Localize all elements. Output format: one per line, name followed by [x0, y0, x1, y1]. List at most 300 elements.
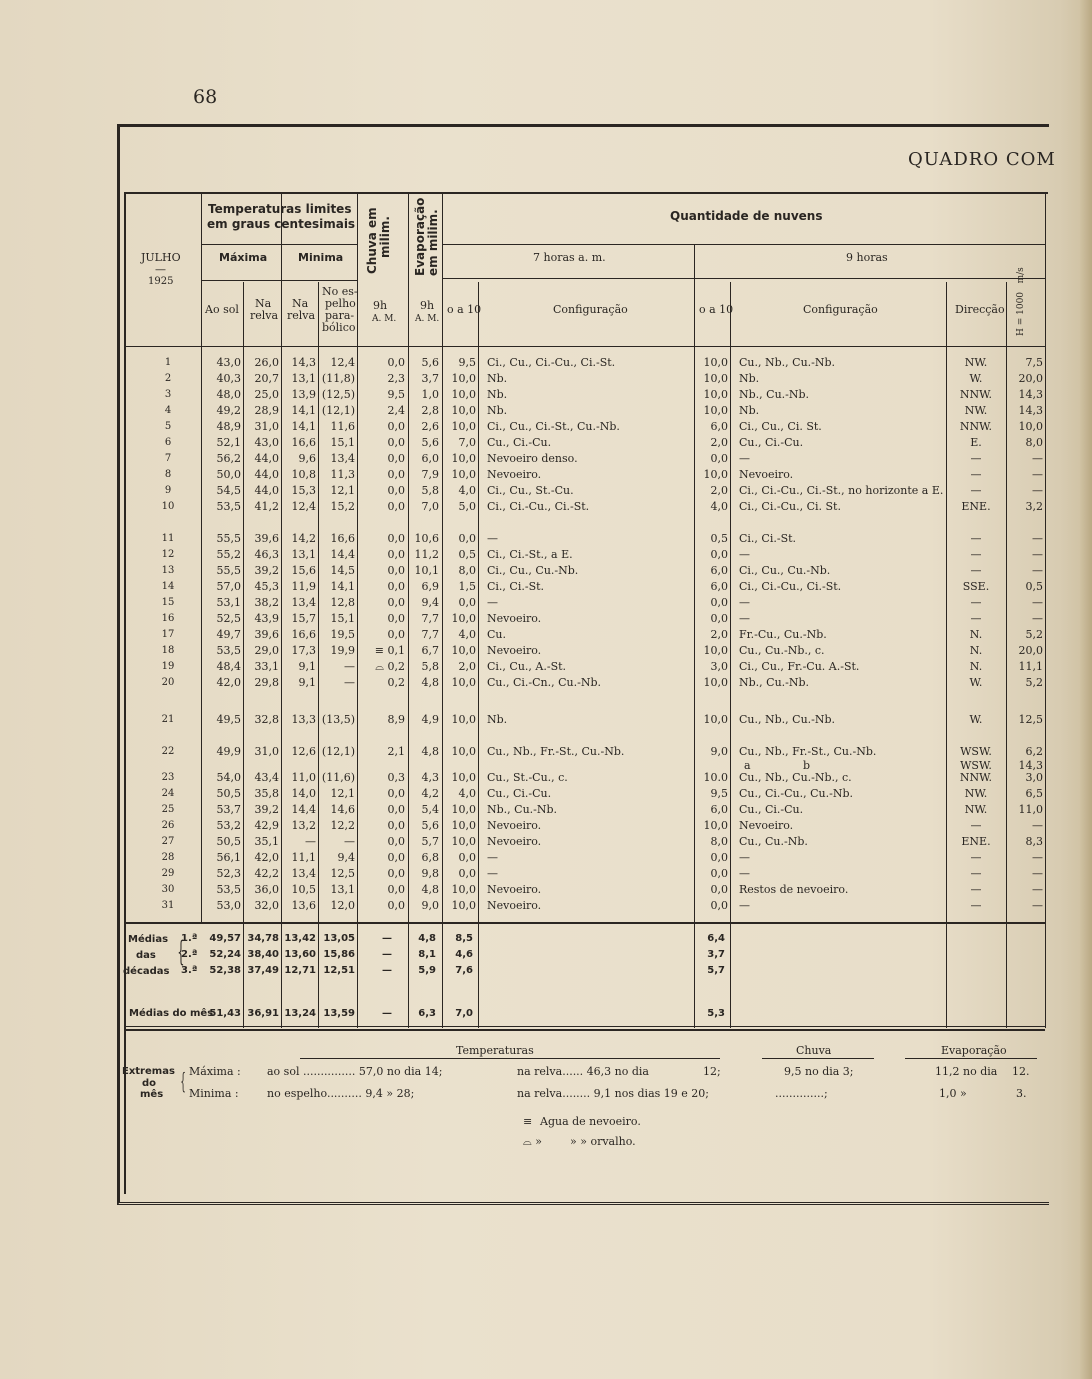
row-vel: 14,3 — [1018, 404, 1043, 417]
header-chuva-am: A. M. — [372, 314, 397, 324]
row-n7: 0,0 — [458, 851, 476, 864]
row-vel: — — [1032, 548, 1043, 561]
row-n7: 2,0 — [458, 660, 476, 673]
row-n7: 10,0 — [451, 713, 476, 726]
row-evap: 2,6 — [421, 420, 439, 433]
row-direction: ENE. — [961, 835, 991, 848]
row-n7: 10,0 — [451, 899, 476, 912]
row-n7: 0,0 — [458, 867, 476, 880]
extremas-min-evap-day: 3. — [1016, 1087, 1027, 1100]
row-esp: 14,1 — [330, 580, 355, 593]
row-direction: — — [970, 484, 982, 497]
row-day: 15 — [161, 597, 175, 608]
legend-nevoeiro-symbol: ≡ — [523, 1115, 533, 1128]
row-esp: 12,1 — [330, 484, 355, 497]
row-esp: — — [344, 676, 355, 689]
row-direction: NW. — [964, 787, 988, 800]
row-day: 6 — [164, 437, 172, 448]
row-vel: — — [1032, 596, 1043, 609]
row-direction: W. — [969, 676, 983, 689]
averages-rule — [124, 922, 1045, 924]
row-sol: 53,5 — [216, 500, 241, 513]
row-mrelva: 15,7 — [291, 612, 316, 625]
row-day: 3 — [164, 389, 172, 400]
row-config-7h: Nb. — [487, 713, 508, 726]
row-relva: 32,0 — [254, 899, 279, 912]
header-evap-am: A. M. — [415, 314, 440, 324]
row-direction: N. — [969, 644, 983, 657]
row-mrelva: 11,0 — [291, 771, 316, 784]
row-mrelva: 13,2 — [291, 819, 316, 832]
extremas-temp-title: Temperaturas — [456, 1044, 534, 1057]
row-mrelva: 11,9 — [291, 580, 316, 593]
row-chuva: 0,0 — [387, 899, 405, 912]
extremas-label-2: do — [142, 1078, 157, 1089]
decada-esp: 15,86 — [323, 949, 355, 960]
row-n9: 2,0 — [710, 436, 728, 449]
row-sol: 55,5 — [216, 532, 241, 545]
row-relva: 33,1 — [254, 660, 279, 673]
row-esp: (12,5) — [321, 388, 355, 401]
extremas-min-chuva: ..............; — [775, 1087, 828, 1100]
row-direction: E. — [970, 436, 982, 449]
row-n9: 6,0 — [710, 803, 728, 816]
row-n9: 0,0 — [710, 867, 728, 880]
row-chuva: 0,0 — [387, 548, 405, 561]
row-evap: 7,7 — [421, 612, 439, 625]
row-esp: 12,5 — [330, 867, 355, 880]
row-relva: 39,2 — [254, 564, 279, 577]
extremas-rule — [762, 1058, 874, 1059]
row-day: 12 — [161, 549, 175, 560]
row-day: 17 — [161, 629, 175, 640]
row-day: 29 — [161, 868, 175, 879]
header-direccao: Direcção — [955, 303, 1005, 316]
mes-chuva: — — [382, 1008, 392, 1019]
row-direction: — — [970, 883, 982, 896]
col-line — [730, 282, 731, 1028]
row-mrelva: — — [305, 835, 316, 848]
row-n9: 10,0 — [703, 372, 728, 385]
col-line — [478, 282, 479, 1028]
row-n9: 9,5 — [710, 787, 728, 800]
row-config-7h: Nevoeiro. — [487, 899, 542, 912]
extremas-min-evap: 1,0 » — [939, 1087, 967, 1100]
row-config-9h: Cu., Ci.-Cu. — [739, 803, 804, 816]
table-title: QUADRO COM — [908, 149, 1056, 170]
row-direction: — — [970, 596, 982, 609]
row-config-9h: Cu., Nb., Cu.-Nb., c. — [739, 771, 852, 784]
row-chuva: 0,0 — [387, 803, 405, 816]
row-evap: 6,7 — [421, 644, 439, 657]
row-sol: 49,7 — [216, 628, 241, 641]
row-relva: 35,8 — [254, 787, 279, 800]
row-evap: 4,8 — [421, 883, 439, 896]
row-chuva: 0,0 — [387, 851, 405, 864]
row-direction: — — [970, 819, 982, 832]
row-esp: 15,1 — [330, 612, 355, 625]
row-day: 23 — [161, 772, 175, 783]
header-rule — [442, 244, 1045, 245]
row-relva: 36,0 — [254, 883, 279, 896]
row-relva: 42,0 — [254, 851, 279, 864]
row-n9: 10,0 — [703, 644, 728, 657]
row-config-7h: Nb. — [487, 388, 508, 401]
header-evaporacao: Evaporação em milim. — [413, 197, 440, 276]
row-sol: 55,2 — [216, 548, 241, 561]
row-n7: 4,0 — [458, 628, 476, 641]
row-n7: 0,0 — [458, 532, 476, 545]
row-vel: — — [1032, 612, 1043, 625]
row-mrelva: 13,6 — [291, 899, 316, 912]
row-config-7h: Nevoeiro denso. — [487, 452, 578, 465]
row-evap: 5,8 — [421, 660, 439, 673]
row-direction: — — [970, 564, 982, 577]
decada-sol: 49,57 — [209, 933, 241, 944]
decadas-brace: { — [177, 935, 185, 968]
row-chuva: 9,5 — [387, 388, 405, 401]
row-config-7h: Ci., Cu., St.-Cu. — [487, 484, 574, 497]
header-year: 1925 — [148, 276, 174, 287]
mes-sol: 51,43 — [209, 1008, 241, 1019]
row-vel: — — [1032, 867, 1043, 880]
row-esp: (12,1) — [321, 404, 355, 417]
row-relva: 31,0 — [254, 745, 279, 758]
row-n7: 10,0 — [451, 388, 476, 401]
decada-chuva: — — [382, 949, 392, 960]
row-vel: 20,0 — [1018, 644, 1043, 657]
extremas-max-chuva: 9,5 no dia 3; — [784, 1065, 854, 1078]
header-espelho-3: para- — [325, 309, 355, 322]
row-day: 8 — [164, 469, 172, 480]
row-direction: — — [970, 468, 982, 481]
row-evap: 4,9 — [421, 713, 439, 726]
row-config-7h: Nevoeiro. — [487, 819, 542, 832]
extremas-max-evap: 11,2 no dia — [935, 1065, 998, 1078]
extremas-brace: { — [180, 1070, 186, 1095]
row-n7: 8,0 — [458, 564, 476, 577]
row-relva: 29,8 — [254, 676, 279, 689]
row22-a: a — [744, 759, 751, 772]
row-chuva: 0,0 — [387, 835, 405, 848]
row-chuva: ⌓ 0,2 — [375, 660, 405, 673]
header-ao-sol: Ao sol — [205, 303, 239, 316]
mes-esp: 13,59 — [323, 1008, 355, 1019]
row-config-9h: Cu., Nb., Cu.-Nb. — [739, 713, 836, 726]
row-sol: 57,0 — [216, 580, 241, 593]
col-line — [1045, 194, 1046, 1028]
row-relva: 45,3 — [254, 580, 279, 593]
row-relva: 39,6 — [254, 628, 279, 641]
row-esp: 12,1 — [330, 787, 355, 800]
row-vel: — — [1032, 532, 1043, 545]
row-config-9h: Ci., Cu., Cu.-Nb. — [739, 564, 831, 577]
row-chuva: 0,2 — [387, 676, 405, 689]
extremas-evap-title: Evaporação — [941, 1044, 1007, 1057]
row-config-9h: Nevoeiro. — [739, 819, 794, 832]
row-config-9h: Ci., Ci.-Cu., Ci.-St. — [739, 580, 842, 593]
row-vel: 12,5 — [1018, 713, 1043, 726]
row-n7: 10,0 — [451, 745, 476, 758]
decadas-label-2: das — [136, 950, 156, 961]
row-config-7h: Ci., Ci.-St. — [487, 580, 545, 593]
row-mrelva: 14,1 — [291, 404, 316, 417]
row-sol: 48,4 — [216, 660, 241, 673]
header-relva-min: relva — [287, 309, 316, 322]
averages-rule — [124, 1026, 1045, 1027]
row-day: 21 — [161, 714, 175, 725]
row-mrelva: 14,1 — [291, 420, 316, 433]
row-esp: (11,8) — [321, 372, 355, 385]
decada-esp: 12,51 — [323, 965, 355, 976]
row-evap: 6,9 — [421, 580, 439, 593]
row-day: 18 — [161, 645, 175, 656]
row-sol: 54,5 — [216, 484, 241, 497]
row-n9: 0,5 — [710, 532, 728, 545]
row-chuva: 0,0 — [387, 580, 405, 593]
row-n7: 10,0 — [451, 819, 476, 832]
extremas-max-evap-day: 12. — [1012, 1065, 1030, 1078]
row-relva: 32,8 — [254, 713, 279, 726]
row-sol: 53,2 — [216, 819, 241, 832]
row-esp: 14,5 — [330, 564, 355, 577]
row-esp: — — [344, 835, 355, 848]
decada-sol: 52,24 — [209, 949, 241, 960]
row-chuva: 0,0 — [387, 787, 405, 800]
row-config-9h: Fr.-Cu., Cu.-Nb. — [739, 628, 827, 641]
row-relva: 44,0 — [254, 484, 279, 497]
decada-number: 2.ª — [181, 949, 198, 960]
row-vel: — — [1032, 452, 1043, 465]
row-vel: 5,2 — [1025, 676, 1043, 689]
row-esp: 12,0 — [330, 899, 355, 912]
row-chuva: 0,3 — [387, 771, 405, 784]
extremas-label-3: mês — [140, 1089, 164, 1100]
decada-n9: 5,7 — [707, 965, 725, 976]
row-direction: NW. — [964, 803, 988, 816]
row-chuva: 0,0 — [387, 500, 405, 513]
row-config-9h: Restos de nevoeiro. — [739, 883, 849, 896]
row-config-9h: — — [739, 596, 750, 609]
row-evap: 10,6 — [414, 532, 439, 545]
row-n9: 10,0 — [703, 819, 728, 832]
row-n9: 6,0 — [710, 564, 728, 577]
row-sol: 50,5 — [216, 787, 241, 800]
mes-n7: 7,0 — [455, 1008, 473, 1019]
row-relva: 42,9 — [254, 819, 279, 832]
header-scale-7: o a 10 — [447, 303, 482, 316]
row-n9: 6,0 — [710, 420, 728, 433]
row-relva: 31,0 — [254, 420, 279, 433]
row-esp: (13,5) — [321, 713, 355, 726]
row-config-9h: Nevoeiro. — [739, 468, 794, 481]
row-config-7h: Nevoeiro. — [487, 468, 542, 481]
row-n7: 0,0 — [458, 596, 476, 609]
row-config-9h: Cu., Cu.-Nb., c. — [739, 644, 825, 657]
row-n7: 4,0 — [458, 484, 476, 497]
header-espelho-4: bólico — [322, 321, 356, 334]
row-config-7h: Cu., Ci.-Cn., Cu.-Nb. — [487, 676, 602, 689]
row-day: 31 — [161, 900, 175, 911]
row-sol: 50,0 — [216, 468, 241, 481]
legend-orvalho: » » orvalho. — [570, 1135, 636, 1148]
row-evap: 6,8 — [421, 851, 439, 864]
row-direction: NW. — [964, 404, 988, 417]
decada-relva: 37,49 — [247, 965, 279, 976]
row-day: 7 — [164, 453, 172, 464]
row-sol: 49,5 — [216, 713, 241, 726]
row-config-9h: Ci., Cu., Ci. St. — [739, 420, 822, 433]
row-relva: 41,2 — [254, 500, 279, 513]
row-relva: 39,6 — [254, 532, 279, 545]
row-chuva: 8,9 — [387, 713, 405, 726]
row-config-7h: Nb., Cu.-Nb. — [487, 803, 558, 816]
row-n9: 4,0 — [710, 500, 728, 513]
row-evap: 5,8 — [421, 484, 439, 497]
row-chuva: 0,0 — [387, 436, 405, 449]
row-direction: NNW. — [959, 388, 993, 401]
row-direction: W. — [969, 713, 983, 726]
row-config-9h: Nb. — [739, 372, 760, 385]
header-dash: — — [155, 263, 166, 276]
row-day: 10 — [161, 501, 175, 512]
row-evap: 7,9 — [421, 468, 439, 481]
row-mrelva: 16,6 — [291, 628, 316, 641]
row-evap: 9,0 — [421, 899, 439, 912]
row-config-9h: — — [739, 612, 750, 625]
row-esp: 9,4 — [337, 851, 355, 864]
row-evap: 7,0 — [421, 500, 439, 513]
row-direction: N. — [969, 628, 983, 641]
row-n7: 10,0 — [451, 404, 476, 417]
row-evap: 7,7 — [421, 628, 439, 641]
row-config-7h: Cu., Nb., Fr.-St., Cu.-Nb. — [487, 745, 625, 758]
extremas-min-esp: no espelho.......... 9,4 » 28; — [267, 1087, 415, 1100]
row-vel: 3,0 — [1025, 771, 1043, 784]
row-config-9h: Ci., Ci.-Cu., Ci.-St., no horizonte a E. — [739, 484, 944, 497]
row-vel: 3,2 — [1025, 500, 1043, 513]
row-day: 11 — [161, 533, 175, 544]
row-sol: 53,5 — [216, 644, 241, 657]
row-config-9h: Ci., Cu., Fr.-Cu. A.-St. — [739, 660, 860, 673]
row-sol: 55,5 — [216, 564, 241, 577]
row-config-9h: — — [739, 851, 750, 864]
row-day: 4 — [164, 405, 172, 416]
row-day: 1 — [164, 357, 172, 368]
extremas-max-label: Máxima : — [189, 1065, 241, 1078]
row-n9: 10.0 — [703, 771, 728, 784]
row-config-9h: Nb., Cu.-Nb. — [739, 388, 810, 401]
row-chuva: 0,0 — [387, 564, 405, 577]
row-n9: 10,0 — [703, 676, 728, 689]
row-day: 25 — [161, 804, 175, 815]
row-sol: 48,0 — [216, 388, 241, 401]
row-relva: 43,4 — [254, 771, 279, 784]
row-config-9h: Cu., Nb., Cu.-Nb. — [739, 356, 836, 369]
header-relva-max: relva — [250, 309, 279, 322]
header-rule — [442, 278, 1045, 279]
row-n9: 10,0 — [703, 404, 728, 417]
row-config-7h: Ci., Ci.-Cu., Ci.-St. — [487, 500, 590, 513]
row-config-7h: Cu., Ci.-Cu. — [487, 436, 552, 449]
row-esp: 12,2 — [330, 819, 355, 832]
row-vel: — — [1032, 468, 1043, 481]
row-esp: 12,4 — [330, 356, 355, 369]
header-rule — [201, 244, 357, 245]
row-config-7h: — — [487, 532, 498, 545]
row-n7: 1,5 — [458, 580, 476, 593]
row-direction: NNW. — [959, 771, 993, 784]
row-mrelva: 13,9 — [291, 388, 316, 401]
row-config-7h: Ci., Cu., Cu.-Nb. — [487, 564, 579, 577]
row-evap: 10,1 — [414, 564, 439, 577]
row-n7: 0,5 — [458, 548, 476, 561]
row-chuva: 0,0 — [387, 867, 405, 880]
row-config-9h: — — [739, 548, 750, 561]
row-n9: 2,0 — [710, 484, 728, 497]
row-vel: 20,0 — [1018, 372, 1043, 385]
row-sol: 49,2 — [216, 404, 241, 417]
table-inner-frame — [124, 192, 1048, 1194]
row-mrelva: 11,1 — [291, 851, 316, 864]
decada-n9: 6,4 — [707, 933, 725, 944]
row22-b: b — [803, 759, 811, 772]
row-direction: SSE. — [962, 580, 990, 593]
row-config-9h: — — [739, 452, 750, 465]
row-chuva: 0,0 — [387, 420, 405, 433]
row-chuva: 0,0 — [387, 596, 405, 609]
row-config-9h: Cu., Cu.-Nb. — [739, 835, 808, 848]
header-temp-limits: Temperaturas limites — [208, 202, 352, 216]
row-day: 27 — [161, 836, 175, 847]
header-chuva-9h: 9h — [373, 299, 388, 312]
row-relva: 29,0 — [254, 644, 279, 657]
row-evap: 1,0 — [421, 388, 439, 401]
header-maxima: Máxima — [219, 251, 268, 264]
row-config-9h: Cu., Ci.-Cu. — [739, 436, 804, 449]
row-mrelva: 9,1 — [298, 660, 316, 673]
extremas-min-relva: na relva........ 9,1 nos dias 19 e 20; — [517, 1087, 709, 1100]
row-evap: 2,8 — [421, 404, 439, 417]
row-vel: 11,1 — [1018, 660, 1043, 673]
row-n9: 0,0 — [710, 612, 728, 625]
row-day: 16 — [161, 613, 175, 624]
row-chuva: 0,0 — [387, 612, 405, 625]
row-sol: 43,0 — [216, 356, 241, 369]
row-config-7h: — — [487, 851, 498, 864]
header-rule — [124, 346, 1045, 347]
row-config-9h: Cu., Nb., Fr.-St., Cu.-Nb. — [739, 745, 877, 758]
row-mrelva: 13,1 — [291, 548, 316, 561]
row-n7: 9,5 — [458, 356, 476, 369]
row-n9: 10,0 — [703, 388, 728, 401]
page-number: 68 — [193, 86, 218, 108]
mes-label: Médias do mês — [129, 1008, 214, 1019]
row-config-7h: Nb. — [487, 372, 508, 385]
decada-sol: 52,38 — [209, 965, 241, 976]
row-direction: NW. — [964, 356, 988, 369]
row-relva: 20,7 — [254, 372, 279, 385]
header-espelho-1: No es- — [322, 285, 358, 298]
row-vel: — — [1032, 819, 1043, 832]
row-vel: 6,5 — [1025, 787, 1043, 800]
decada-mrelva: 13,42 — [284, 933, 316, 944]
row-config-9h: Cu., Ci.-Cu., Cu.-Nb. — [739, 787, 854, 800]
row-esp: 14,6 — [330, 803, 355, 816]
row-esp: 11,3 — [330, 468, 355, 481]
row-sol: 49,9 — [216, 745, 241, 758]
row-sol: 52,3 — [216, 867, 241, 880]
